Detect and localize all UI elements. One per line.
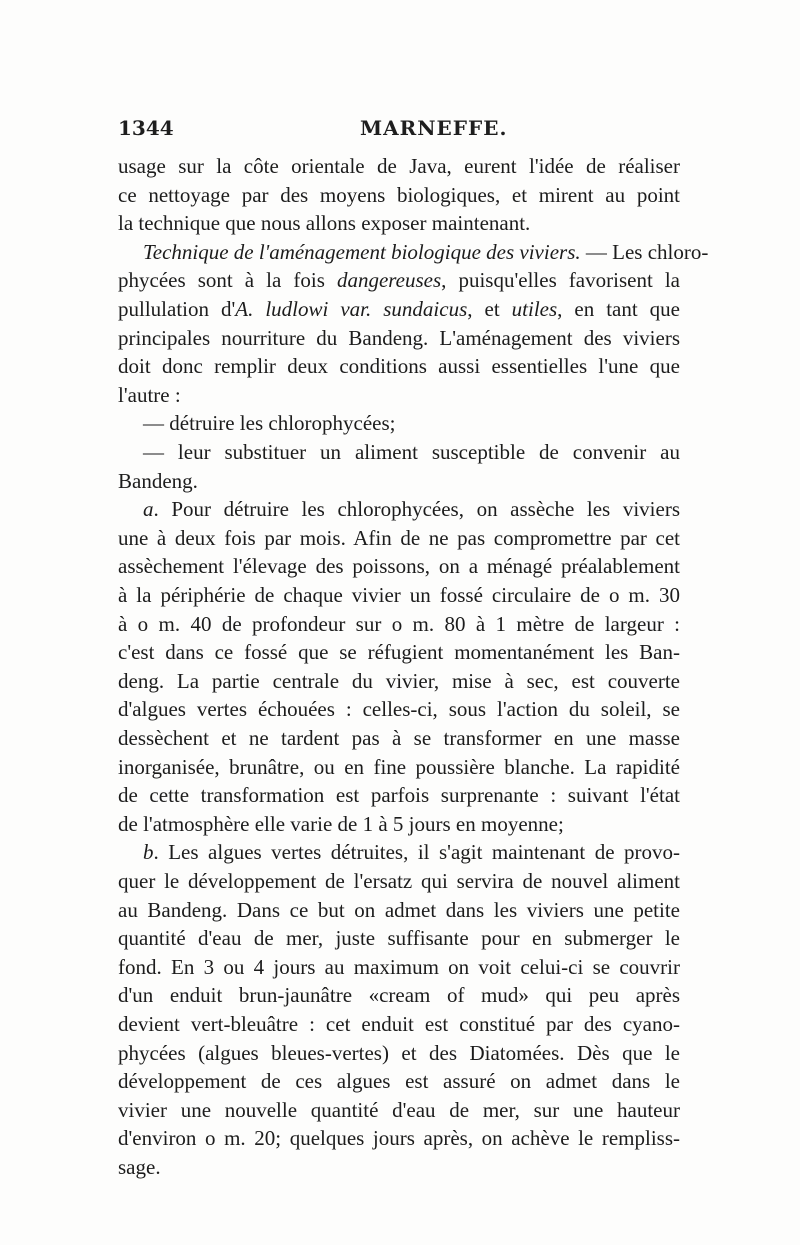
text-line [118, 465, 680, 497]
text-line [118, 579, 680, 611]
italic-text: a [143, 497, 154, 522]
text-run: — leur substituer un aliment susceptible de convenir au [143, 440, 680, 464]
text-run: une à deux fois par mois. Afin de ne pas compromettre par cet [118, 525, 680, 550]
text-run: de l'atmosphère elle varie de 1 à 5 jours en moyenne; [118, 811, 564, 836]
text-run: fond. En 3 ou 4 jours au maximum on voit celui-ci se couvrir [118, 954, 680, 979]
italic-text: dangereuses [336, 268, 442, 293]
text-line [118, 350, 680, 382]
text-line [143, 236, 709, 268]
text-run: sage. [118, 1155, 161, 1179]
text-run: devient vert-bleuâtre : cet enduit est constitué par des cyano- [118, 1012, 680, 1036]
text-run: , puisqu'elles favorisent la [441, 268, 680, 293]
text-line [118, 979, 680, 1011]
text-run: assèchement l'élevage des poissons, on a ménagé préalablement [118, 554, 680, 579]
text-line [118, 550, 680, 582]
text-line [118, 1008, 680, 1040]
text-run: quer le développement de l'ersatz qui servira de nouvel aliment [118, 869, 680, 893]
text-run: Bandeng. [118, 468, 198, 493]
text-run: . Pour détruire les chlorophycées, on assèche les viviers [153, 497, 680, 522]
text-line [118, 922, 680, 954]
text-run: dessèchent et ne tardent pas à se transformer en une masse [118, 726, 680, 750]
text-run: la technique que nous allons exposer maintenant. [118, 211, 531, 236]
text-line [118, 751, 680, 783]
text-line [118, 150, 680, 182]
text-run: phycées (algues bleues-vertes) et des Diatomées. Dès que le [118, 1040, 680, 1065]
text-line [118, 608, 680, 640]
text-run: — détruire les chlorophycées; [143, 411, 396, 436]
text-line [118, 779, 680, 811]
text-run: — Les chloro- [580, 239, 709, 264]
running-title: MARNEFFE. [360, 116, 508, 140]
text-run: doit donc remplir deux conditions aussi essentielles l'une que [118, 354, 680, 379]
text-line [143, 836, 680, 868]
text-run: inorganisée, brunâtre, ou en fine poussière blanche. La rapidité [118, 754, 680, 779]
text-line [118, 179, 680, 211]
text-run: , et [467, 297, 512, 321]
text-run: à la périphérie de chaque vivier un fossé circulaire de o m. 30 [118, 583, 680, 607]
text-line [118, 865, 680, 897]
text-run: à o m. 40 de profondeur sur o m. 80 à 1 mètre de largeur : [118, 611, 680, 636]
text-run: d'un enduit brun-jaunâtre «cream of mud» qui peu après [118, 983, 680, 1008]
text-run: principales nourriture du Bandeng. L'aménagement des viviers [118, 325, 680, 350]
text-line [118, 693, 680, 725]
text-run: , en tant que [557, 297, 681, 321]
running-head [118, 116, 686, 146]
text-line [118, 951, 680, 983]
text-run: l'autre : [118, 382, 181, 407]
text-run: . Les algues vertes détruites, il s'agit maintenant de provo- [153, 840, 680, 865]
text-line [118, 1094, 680, 1126]
text-line [118, 264, 680, 296]
text-line [118, 665, 680, 697]
text-run: développement de ces algues est assuré on admet dans le [118, 1069, 680, 1094]
text-line [118, 1151, 680, 1183]
text-run: d'algues vertes échouées : celles-ci, sous l'action du soleil, se [118, 697, 680, 722]
text-line [118, 1122, 680, 1154]
italic-text: Technique de l'aménagement biologique des viviers. [143, 239, 581, 264]
text-run: ce nettoyage par des moyens biologiques, et mirent au point [118, 182, 680, 207]
text-line [118, 207, 680, 239]
text-line [118, 808, 680, 840]
text-line [143, 436, 680, 468]
italic-text: A. ludlowi var. sundaicus [235, 297, 468, 321]
text-line [118, 522, 680, 554]
text-run: au Bandeng. Dans ce but on admet dans les viviers une petite [118, 897, 680, 922]
text-line [118, 722, 680, 754]
text-line [143, 493, 680, 525]
text-line [118, 894, 680, 926]
text-run: quantité d'eau de mer, juste suffisante pour en submerger le [118, 926, 680, 951]
italic-text: utiles [511, 297, 558, 321]
text-run: pullulation d' [118, 297, 236, 321]
text-line [118, 322, 680, 354]
page-number: 1344 [118, 116, 174, 140]
text-line [118, 379, 680, 411]
text-line [118, 636, 680, 668]
text-line [143, 407, 680, 439]
text-run: vivier une nouvelle quantité d'eau de mer, sur une hauteur [118, 1097, 680, 1122]
italic-text: b [143, 840, 154, 865]
text-line [118, 1037, 680, 1069]
text-line [118, 293, 680, 325]
text-run: usage sur la côte orientale de Java, eurent l'idée de réaliser [118, 154, 680, 178]
text-run: d'environ o m. 20; quelques jours après, on achève le rempliss- [118, 1126, 680, 1151]
text-line [118, 1065, 680, 1097]
text-run: de cette transformation est parfois surprenante : suivant l'état [118, 783, 680, 808]
text-run: phycées sont à la fois [118, 268, 337, 293]
text-run: c'est dans ce fossé que se réfugient momentanément les Ban- [118, 640, 680, 665]
text-run: deng. La partie centrale du vivier, mise à sec, est couverte [118, 668, 680, 693]
